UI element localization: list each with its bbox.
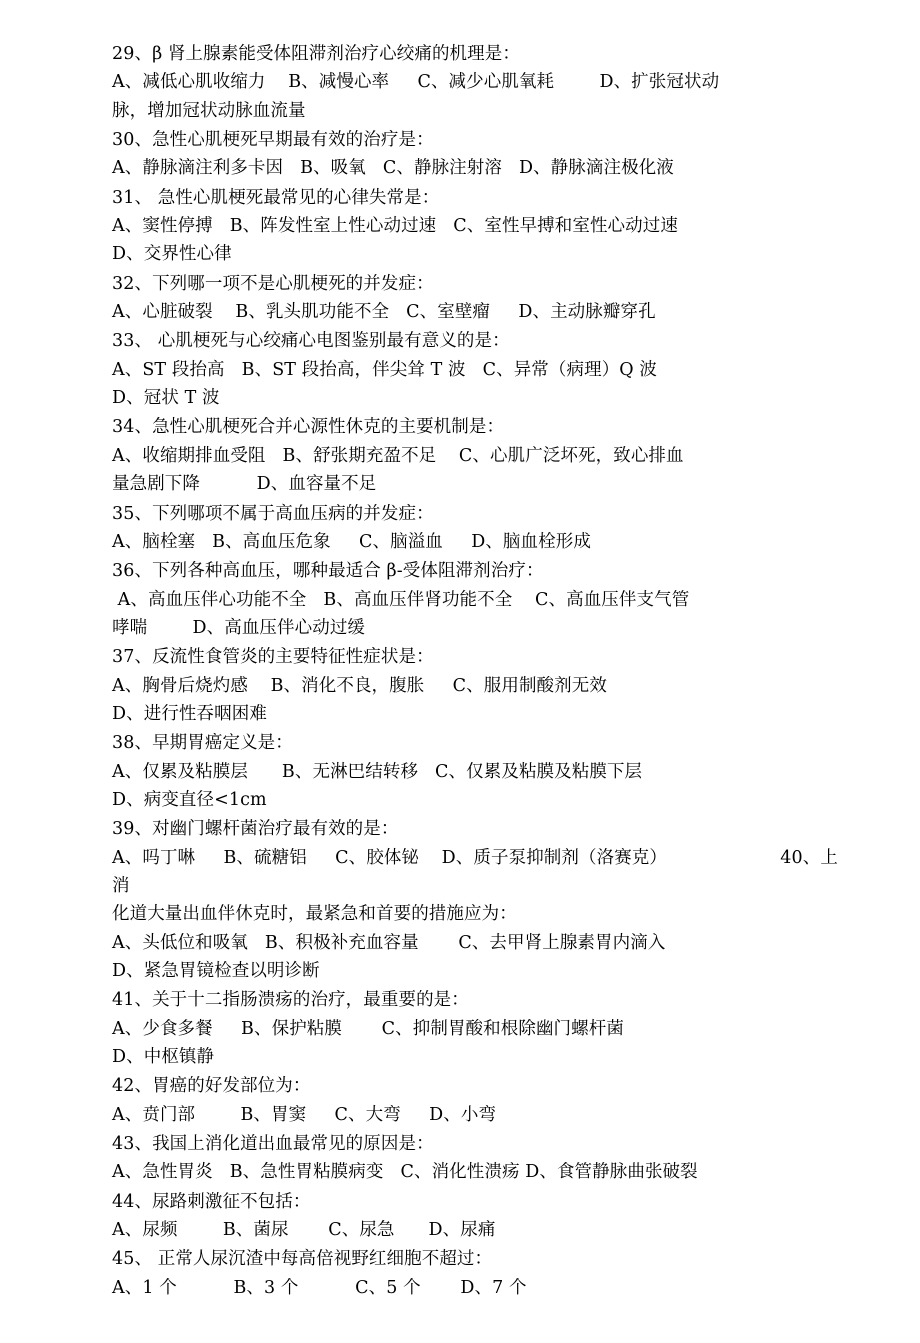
question-stem: 31、 急性心肌梗死最常见的心律失常是： bbox=[112, 187, 440, 208]
question-option-line: A、头低位和吸氧 B、积极补充血容量 C、去甲肾上腺素胃内滴入 bbox=[112, 932, 666, 953]
question-list bbox=[112, 40, 848, 1302]
question-block bbox=[112, 126, 848, 183]
question-block bbox=[112, 327, 848, 412]
question-block bbox=[112, 1188, 848, 1245]
question-option-line: A、急性胃炎 B、急性胃粘膜病变 C、消化性溃疡 D、食管静脉曲张破裂 bbox=[112, 1162, 698, 1183]
question-block bbox=[112, 1130, 848, 1187]
question-block bbox=[112, 815, 848, 985]
question-option-line: D、交界性心律 bbox=[112, 244, 232, 265]
question-block bbox=[112, 1072, 848, 1129]
question-block bbox=[112, 40, 848, 125]
question-stem: 29、β 肾上腺素能受体阻滞剂治疗心绞痛的机理是： bbox=[112, 44, 520, 64]
question-option-line: D、进行性吞咽困难 bbox=[112, 703, 267, 724]
question-stem: 38、早期胃癌定义是： bbox=[112, 733, 293, 754]
question-stem: 32、下列哪一项不是心肌梗死的并发症： bbox=[112, 273, 434, 294]
question-option-line: A、脑栓塞 B、高血压危象 C、脑溢血 D、脑血栓形成 bbox=[112, 531, 591, 552]
question-option-line: A、胸骨后烧灼感 B、消化不良，腹胀 C、服用制酸剂无效 bbox=[112, 675, 607, 696]
question-option-line: A、静脉滴注利多卡因 B、吸氧 C、静脉注射溶 D、静脉滴注极化液 bbox=[112, 158, 674, 179]
question-stem: 34、急性心肌梗死合并心源性休克的主要机制是： bbox=[112, 417, 505, 438]
question-option-line: A、ST 段抬高 B、ST 段抬高，伴尖耸 T 波 C、异常（病理）Q 波 bbox=[112, 359, 658, 380]
question-stem: 43、我国上消化道出血最常见的原因是： bbox=[112, 1134, 434, 1155]
question-block bbox=[112, 500, 848, 557]
question-option-line: D、中枢镇静 bbox=[112, 1047, 215, 1068]
question-stem: 45、 正常人尿沉渣中每高倍视野红细胞不超过： bbox=[112, 1249, 493, 1270]
question-block bbox=[112, 1245, 848, 1302]
question-option-line: 量急剧下降 D、血容量不足 bbox=[112, 474, 377, 495]
question-option-line: A、心脏破裂 B、乳头肌功能不全 C、室壁瘤 D、主动脉瓣穿孔 bbox=[112, 302, 656, 323]
question-block bbox=[112, 557, 848, 642]
question-option-line: D、病变直径<1cm bbox=[112, 789, 267, 810]
question-stem: 36、下列各种高血压，哪种最适合 β-受体阻滞剂治疗： bbox=[112, 561, 544, 582]
question-option-line: A、少食多餐 B、保护粘膜 C、抑制胃酸和根除幽门螺杆菌 bbox=[112, 1018, 624, 1039]
question-option-line: 脉，增加冠状动脉血流量 bbox=[112, 100, 306, 121]
question-option-line: A、仅累及粘膜层 B、无淋巴结转移 C、仅累及粘膜及粘膜下层 bbox=[112, 761, 643, 782]
question-stem: 37、反流性食管炎的主要特征性症状是： bbox=[112, 647, 434, 668]
question-option-line: A、吗丁啉 B、硫糖铝 C、胶体铋 D、质子泵抑制剂（洛赛克） 40、上消 bbox=[112, 847, 838, 896]
question-block bbox=[112, 270, 848, 327]
question-stem: 41、关于十二指肠溃疡的治疗，最重要的是： bbox=[112, 990, 469, 1011]
question-block bbox=[112, 413, 848, 498]
question-option-line: A、高血压伴心功能不全 B、高血压伴肾功能不全 C、高血压伴支气管 bbox=[112, 589, 690, 610]
question-option-line: 化道大量出血伴休克时，最紧急和首要的措施应为： bbox=[112, 904, 517, 925]
question-stem: 33、 心肌梗死与心绞痛心电图鉴别最有意义的是： bbox=[112, 331, 510, 352]
question-block bbox=[112, 729, 848, 814]
question-option-line: A、减低心肌收缩力 B、减慢心率 C、减少心肌氧耗 D、扩张冠状动 bbox=[112, 72, 720, 93]
question-option-line: D、紧急胃镜检查以明诊断 bbox=[112, 961, 320, 981]
question-option-line: D、冠状 T 波 bbox=[112, 388, 220, 409]
question-option-line: A、尿频 B、菌尿 C、尿急 D、尿痛 bbox=[112, 1220, 496, 1241]
question-option-line: A、1 个 B、3 个 C、5 个 D、7 个 bbox=[112, 1277, 527, 1298]
question-option-line: A、贲门部 B、胃窦 C、大弯 D、小弯 bbox=[112, 1104, 497, 1125]
question-stem: 42、胃癌的好发部位为： bbox=[112, 1076, 311, 1097]
question-block bbox=[112, 643, 848, 728]
question-option-line: A、窦性停搏 B、阵发性室上性心动过速 C、室性早搏和室性心动过速 bbox=[112, 216, 678, 237]
question-block bbox=[112, 184, 848, 269]
question-stem: 35、下列哪项不属于高血压病的并发症： bbox=[112, 503, 434, 524]
question-stem: 30、急性心肌梗死早期最有效的治疗是： bbox=[112, 130, 434, 151]
question-option-line: A、收缩期排血受阻 B、舒张期充盈不足 C、心肌广泛坏死，致心排血 bbox=[112, 445, 684, 466]
question-stem: 44、尿路刺激征不包括： bbox=[112, 1191, 311, 1212]
question-stem: 39、对幽门螺杆菌治疗最有效的是： bbox=[112, 819, 399, 840]
question-block bbox=[112, 986, 848, 1071]
question-option-line: 哮喘 D、高血压伴心动过缓 bbox=[112, 617, 366, 638]
